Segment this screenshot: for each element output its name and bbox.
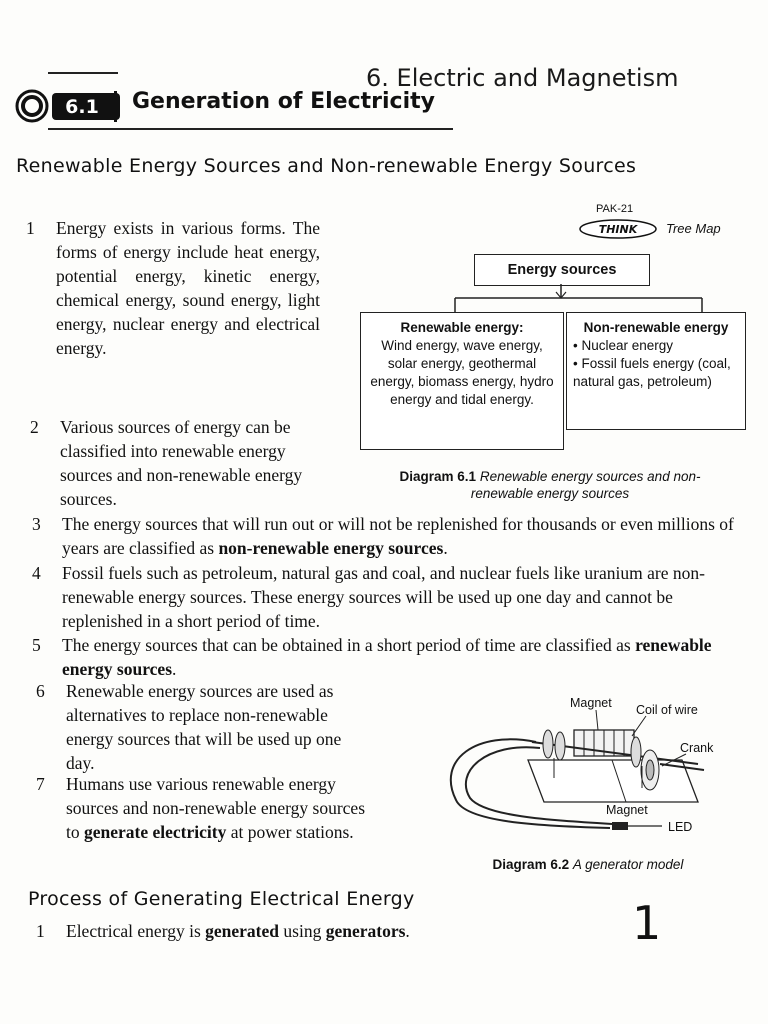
paragraph-2 (30, 415, 328, 511)
paragraph-number: 1 (36, 921, 45, 941)
paragraph-text: Various sources of energy can be classified into renewable energy sources and non-renewable energy sources. (60, 417, 303, 509)
process-text: Electrical energy is (66, 921, 206, 941)
paragraph-text-end: . (443, 538, 448, 558)
paragraph-3 (32, 512, 752, 560)
process-title: Process of Generating Electrical Energy (28, 888, 415, 910)
paragraph-bold: generate electricity (84, 822, 227, 842)
paragraph-1 (26, 216, 320, 360)
label-magnet-top: Magnet (570, 696, 612, 710)
generator-diagram (436, 690, 736, 850)
paragraph-bold: renewable energy sources (62, 635, 712, 679)
think-logo (578, 218, 658, 240)
tree-root-label: Energy sources (507, 262, 617, 278)
paragraph-number: 2 (30, 417, 39, 437)
subsection-title: Renewable Energy Sources and Non-renewable Energy Sources (16, 155, 637, 177)
process-item-1 (36, 919, 586, 943)
caption-text: A generator model (572, 857, 684, 872)
tree-connector (440, 284, 740, 314)
renewable-heading: Renewable energy: (400, 320, 524, 335)
paragraph-number: 5 (32, 635, 41, 655)
section-badge (12, 88, 120, 124)
non-renewable-heading: Non-renewable energy (583, 320, 729, 335)
paragraph-bold: non-renewable energy sources (218, 538, 444, 558)
caption-text: Renewable energy sources and non-renewable energy sources (470, 469, 701, 501)
label-coil: Coil of wire (636, 703, 698, 717)
tree-map-label: Tree Map (666, 221, 721, 236)
paragraph-text: Renewable energy sources are used as alternatives to replace non-renewable energy sources that will be used up one day. (66, 681, 342, 773)
page-number: 1 (632, 896, 662, 950)
non-renewable-box (566, 312, 746, 430)
paragraph-text: Fossil fuels such as petroleum, natural gas and coal, and nuclear fuels like uranium are non-renewable energy sources. These energy sources will be used up one day and cannot be replenished in a short period of time. (62, 563, 705, 631)
paragraph-text: The energy sources that can be obtained in a short period of time are classified as (62, 635, 636, 655)
paragraph-7 (36, 772, 372, 844)
header-rule-bottom (48, 128, 453, 130)
chapter-title: 6. Electric and Magnetism (366, 64, 679, 92)
section-number: 6.1 (65, 96, 99, 118)
label-crank: Crank (680, 741, 714, 755)
non-renewable-item: • Fossil fuels energy (coal, natural gas, petroleum) (573, 356, 731, 389)
process-bold-1: generated (205, 921, 280, 941)
paragraph-text-end: . (172, 659, 177, 679)
process-bold-2: generators (325, 921, 406, 941)
header-rule-top (48, 72, 118, 74)
paragraph-number: 4 (32, 563, 41, 583)
label-magnet-bottom: Magnet (606, 803, 648, 817)
pak21-tag: PAK-21 (596, 203, 634, 215)
paragraph-text-end: at power stations. (226, 822, 354, 842)
process-text-end: . (405, 921, 410, 941)
paragraph-number: 7 (36, 774, 45, 794)
paragraph-number: 1 (26, 218, 35, 238)
diagram-6-2-caption (436, 856, 740, 873)
paragraph-5 (32, 633, 752, 681)
diagram-6-1-caption (380, 468, 720, 502)
caption-number: Diagram 6.2 (492, 857, 570, 872)
paragraph-number: 3 (32, 514, 41, 534)
think-logo-text: THINK (598, 223, 638, 236)
tree-root-box (474, 254, 650, 286)
non-renewable-item: • Nuclear energy (573, 338, 674, 353)
caption-number: Diagram 6.1 (399, 469, 477, 484)
paragraph-text: The energy sources that will run out or will not be replenished for thousands or even millions of years are classified as (62, 514, 734, 558)
label-led: LED (668, 820, 693, 834)
renewable-box (360, 312, 564, 450)
paragraph-6 (36, 679, 372, 775)
paragraph-text: Humans use various renewable energy sources and non-renewable energy sources to (66, 774, 366, 842)
paragraph-text: Energy exists in various forms. The forms of energy include heat energy, potential energy, kinetic energy, chemical energy, sound energy, light energy, nuclear energy and electrical energy. (56, 218, 320, 358)
process-text-mid: using (279, 921, 326, 941)
paragraph-4 (32, 561, 752, 633)
section-title: Generation of Electricity (132, 89, 435, 114)
paragraph-number: 6 (36, 681, 45, 701)
renewable-body: Wind energy, wave energy, solar energy, geothermal energy, biomass energy, hydro energy and tidal energy. (370, 338, 554, 407)
